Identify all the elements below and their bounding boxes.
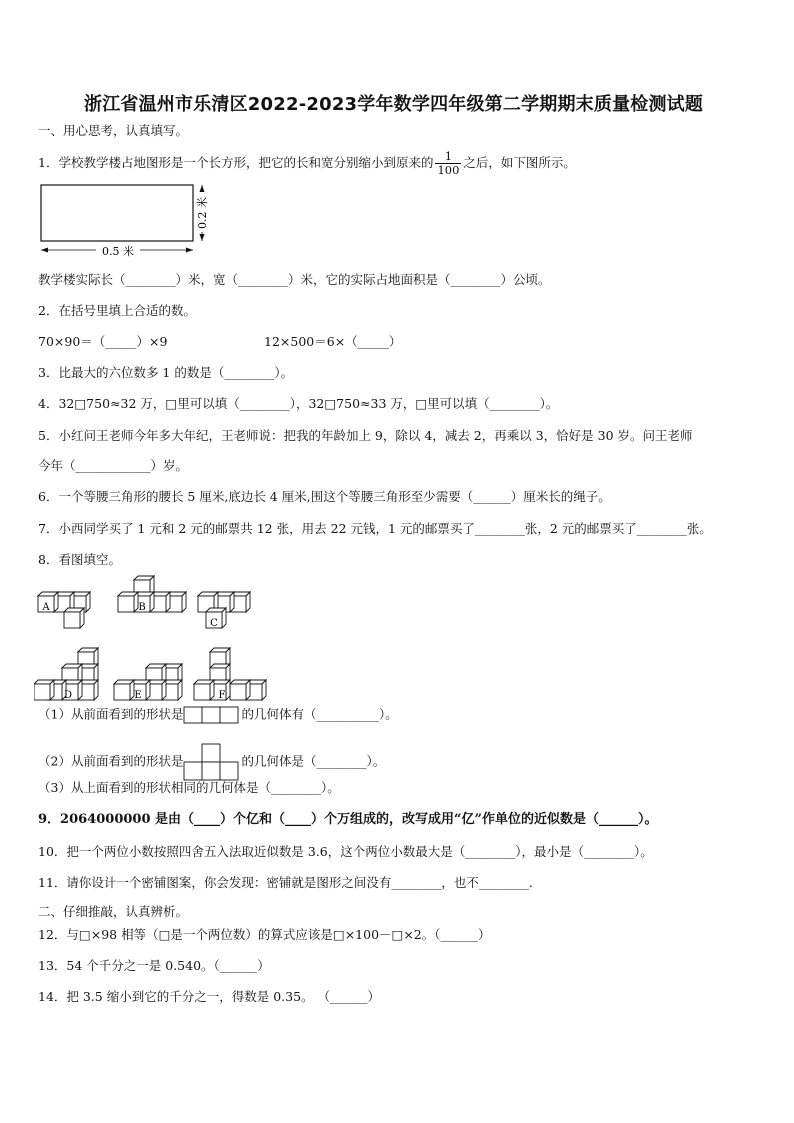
question-2: 2．在括号里填上合适的数。	[38, 303, 196, 318]
question-7: 7．小西同学买了 1 元和 2 元的邮票共 12 张，用去 22 元钱，1 元的邮票买了________张，2 元的邮票买了________张。	[38, 521, 712, 536]
question-8-sub-2-after: 的几何体是（________）。	[241, 753, 386, 769]
question-3: 3．比最大的六位数多 1 的数是（________）。	[38, 365, 294, 380]
question-8-sub-2	[38, 743, 385, 781]
question-10: 10．把一个两位小数按照四舍五入法取近似数是 3.6，这个两位小数最大是（________），最小是（________）。	[38, 844, 653, 859]
question-8-sub-1-before: （1）从前面看到的形状是	[38, 706, 184, 722]
question-5-line-2: 今年（____________）岁。	[38, 458, 189, 473]
question-1-text-after: 之后，如下图所示。	[463, 155, 576, 170]
solid-figure-b	[118, 576, 186, 613]
question-8-sub-3: （3）从上面看到的形状相同的几何体是（________）。	[38, 780, 340, 795]
rectangle-diagram	[36, 180, 216, 260]
solid-figure-d	[34, 648, 98, 701]
question-14: 14．把 3.5 缩小到它的千分之一，得数是 0.35。 （______）	[38, 989, 381, 1004]
section-heading-2: 二、仔细推敲，认真辨析。	[38, 904, 189, 919]
question-6: 6．一个等腰三角形的腰长 5 厘米,底边长 4 厘米,围这个等腰三角形至少需要（______）厘米长的绳子。	[38, 489, 611, 504]
fraction	[435, 150, 461, 177]
section-heading-1: 一、用心思考，认真填写。	[38, 123, 189, 138]
height-arrow-top-head	[200, 185, 205, 192]
question-1	[38, 150, 576, 177]
rectangle-shape	[41, 185, 193, 241]
question-13: 13．54 个千分之一是 0.540。（______）	[38, 958, 270, 973]
question-2-left: 70×90＝（_____）×9	[38, 334, 168, 349]
height-label: 0.2 米	[196, 197, 209, 229]
question-1-answer: 教学楼实际长（________）米，宽（________）米，它的实际占地面积是（________）公顷。	[38, 272, 551, 287]
question-1-text-before: 1．学校教学楼占地图形是一个长方形，把它的长和宽分别缩小到原来的	[38, 155, 434, 170]
question-8-sub-1	[38, 706, 398, 724]
question-8-sub-1-after: 的几何体有（__________）。	[241, 706, 398, 722]
question-4: 4．32□750≈32 万，□里可以填（________），32□750≈33 万，□里可以填（________）。	[38, 396, 559, 411]
width-label: 0.5 米	[102, 245, 134, 258]
front-view-t-shape	[183, 743, 241, 781]
front-view-three-squares	[183, 706, 241, 724]
question-8: 8．看图填空。	[38, 552, 121, 567]
figure-label-f: F	[218, 690, 226, 701]
figure-label-d: D	[63, 690, 73, 701]
solid-figure-c	[198, 592, 250, 629]
figure-label-a: A	[42, 602, 50, 613]
question-9: 9．2064000000 是由（____）个亿和（____）个万组成的，改写成用“亿”作单位的近似数是（______）。	[38, 812, 658, 827]
figure-label-c: C	[210, 618, 218, 629]
height-arrow-bottom-head	[200, 234, 205, 241]
question-5-line-1: 5．小红问王老师今年多大年纪，王老师说：把我的年龄加上 9，除以 4，减去 2，再乘以 3，恰好是 30 岁。问王老师	[38, 428, 693, 443]
fraction-numerator: 1	[435, 150, 461, 164]
width-arrow-right-head	[186, 248, 193, 253]
figure-label-b: B	[138, 602, 146, 613]
question-2-right: 12×500＝6×（_____）	[264, 334, 402, 349]
solid-figure-e	[114, 664, 182, 701]
width-arrow-left-head	[41, 248, 48, 253]
question-11: 11．请你设计一个密铺图案，你会发现：密铺就是图形之间没有________，也不________.	[38, 875, 533, 890]
cube-figures	[34, 574, 274, 702]
question-12: 12．与□×98 相等（□是一个两位数）的算式应该是□×100－□×2。（______）	[38, 927, 491, 942]
figure-label-e: E	[134, 690, 142, 701]
solid-figure-f	[194, 648, 266, 701]
solid-figure-a	[38, 592, 90, 628]
question-8-sub-2-before: （2）从前面看到的形状是	[38, 753, 184, 769]
fraction-denominator: 100	[437, 163, 460, 177]
page-title: 浙江省温州市乐清区2022-2023学年数学四年级第二学期期末质量检测试题	[84, 94, 704, 115]
